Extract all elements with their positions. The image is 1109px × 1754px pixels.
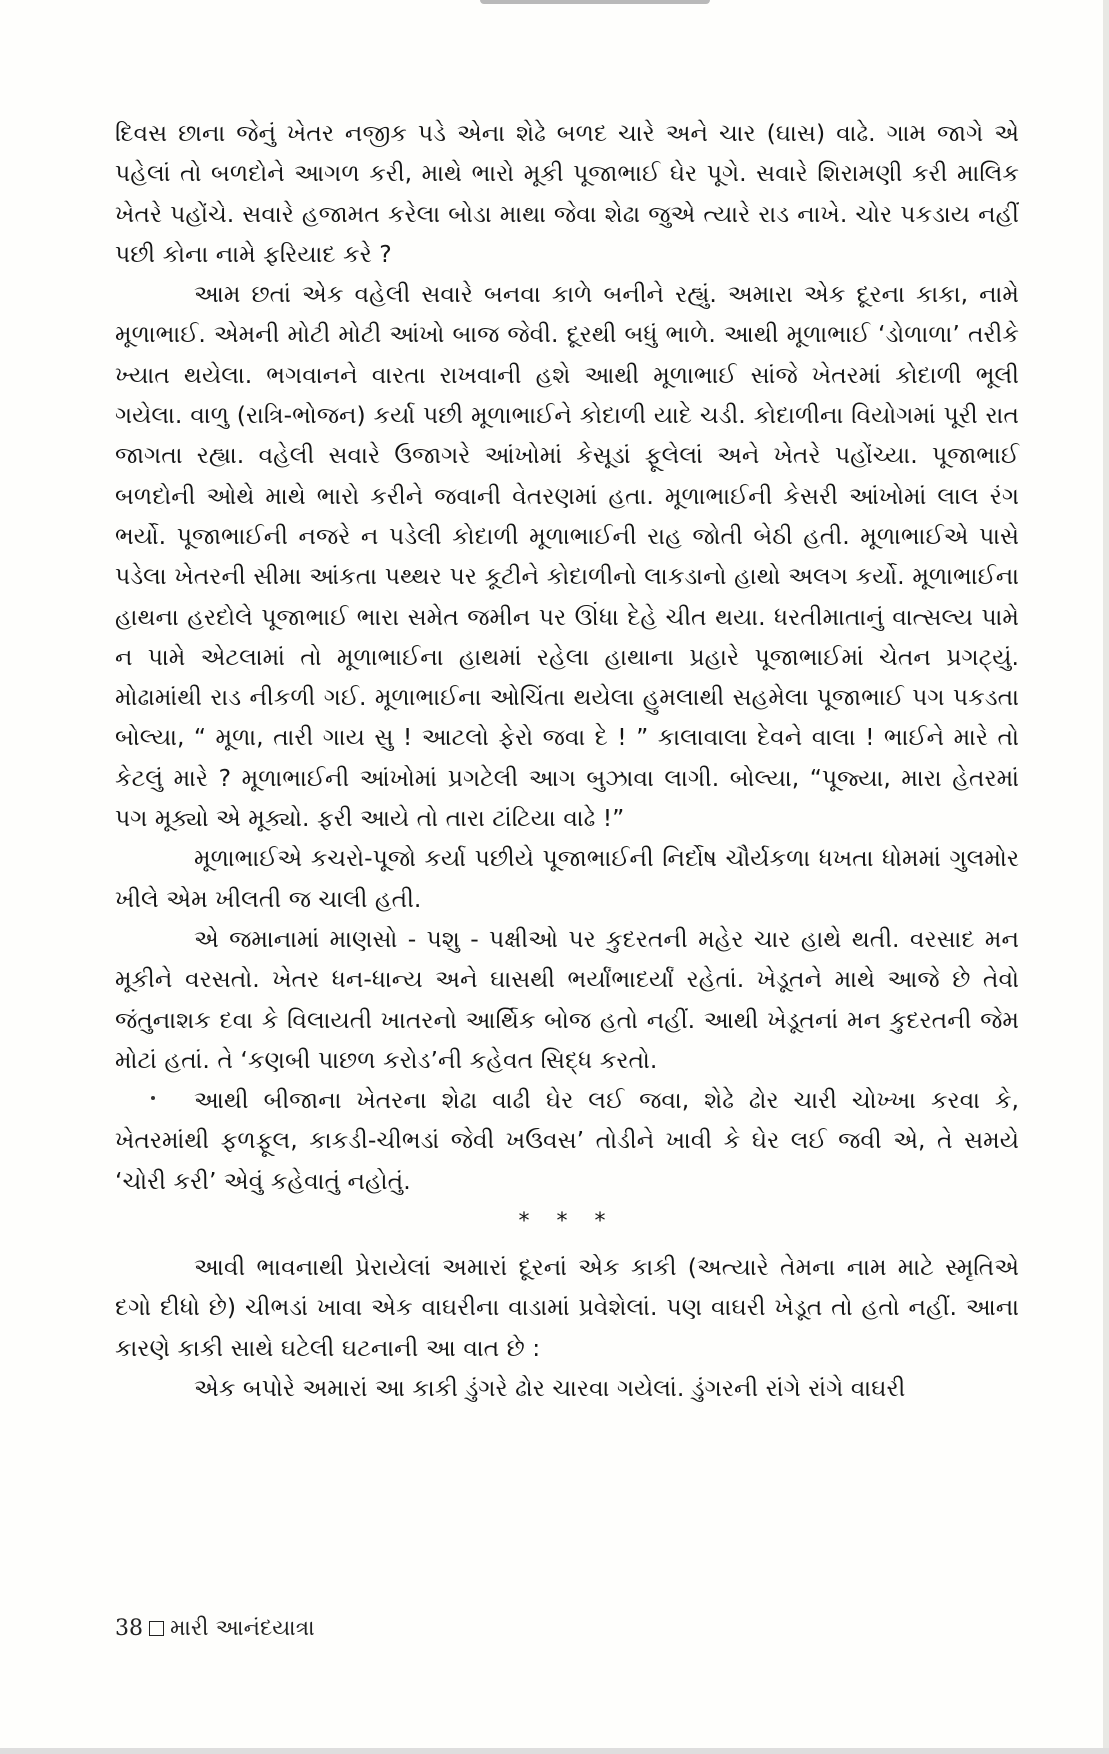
paragraph: આમ છતાં એક વહેલી સવારે બનવા કાળે બનીને રહ્યું. અમારા એક દૂરના કાકા, નામે મૂળાભાઈ. એમની મોટી મોટી આંખો બાજ જેવી. દૂરથી બધું ભાળે. આથી મૂળાભાઈ ‘ડોળાળા’ તરીકે ખ્યાત થયેલા. ભગવાનને વારતા રાખવાની હશે આથી મૂળાભાઈ સાંજે ખેતરમાં કોદાળી ભૂલી ગયેલા. વાળુ (રાત્રિ-ભોજન) કર્યા પછી મૂળાભાઈને કોદાળી યાદે ચડી. કોદાળીના વિયોગમાં પૂરી રાત જાગતા રહ્યા. વહેલી સવારે ઉજાગરે આંખોમાં કેસૂડાં ફૂલેલાં અને ખેતરે પહોંચ્યા. પૂજાભાઈ બળદોની ઓથે માથે ભારો કરીને જવાની વેતરણમાં હતા. મૂળાભાઈની કેસરી આંખોમાં લાલ રંગ ભર્યો. પૂજાભાઈની નજરે ન પડેલી કોદાળી મૂળાભાઈની રાહ જોતી બેઠી હતી. મૂળાભાઈએ પાસે પડેલા ખેતરની સીમા આંકતા પથ્થર પર કૂટીને કોદાળીનો લાકડાનો હાથો અલગ કર્યો. મૂળાભાઈના હાથના હરદોલે પૂજાભાઈ ભારા સમેત જમીન પર ઊંધા દેહે ચીત થયા. ધરતીમાતાનું વાત્સલ્ય પામે ન પામે એટલામાં તો મૂળાભાઈના હાથમાં રહેલા હાથાના પ્રહારે પૂજાભાઈમાં ચેતન પ્રગટ્યું. મોઢામાંથી રાડ નીકળી ગઈ. મૂળાભાઈના ઓચિંતા થયેલા હુમલાથી સહમેલા પૂજાભાઈ પગ પકડતા બોલ્યા, “ મૂળા, તારી ગાય સુ ! આટલો ફેરો જવા દે ! ” કાલાવાલા દેવને વાલા ! ભાઈને મારે તો કેટલું મારે ? મૂળાભાઈની આંખોમાં પ્રગટેલી આગ બુઝાવા લાગી. બોલ્યા, “પૂજ્યા, મારા હેતરમાં પગ મૂક્યો એ મૂક્યો. ફરી આયે તો તારા ટાંટિયા વાઢે !”	[115, 280, 1019, 833]
section-separator: * * *	[518, 1209, 616, 1235]
scan-shadow	[480, 0, 710, 4]
paragraph: એક બપોરે અમારાં આ કાકી ડુંગરે ઢોર ચારવા ગયેલાં. ડુંગરની રાંગે રાંગે વાઘરી	[194, 1373, 906, 1402]
paragraph: આથી બીજાના ખેતરના શેઢા વાઢી ઘેર લઈ જવા, શેઢે ઢોર ચારી ચોખ્ખા કરવા કે, ખેતરમાંથી ફળફૂલ, કાકડી-ચીભડાં જેવી ખઉવસ’ તોડીને ખાવી કે ઘેર લઈ જવી એ, તે સમયે ‘ચોરી કરી’ એવું કહેવાતું નહોતું.	[115, 1086, 1019, 1195]
page-number: 38	[115, 1616, 143, 1641]
paragraph: આવી ભાવનાથી પ્રેરાયેલાં અમારાં દૂરનાં એક કાકી (અત્યારે તેમના નામ માટે સ્મૃતિએ દગો દીધો છે) ચીભડાં ખાવા એક વાઘરીના વાડામાં પ્રવેશેલાં. પણ વાઘરી ખેડૂત તો હતો નહીં. આના કારણે કાકી સાથે ઘટેલી ઘટનાની આ વાત છે :	[115, 1253, 1019, 1362]
page-footer	[115, 1614, 315, 1644]
book-title: મારી આનંદયાત્રા	[170, 1616, 315, 1641]
page-edge-bottom	[0, 1748, 1109, 1754]
page-body	[115, 113, 1019, 1408]
square-bullet-icon	[149, 1621, 164, 1636]
page-edge	[1103, 0, 1109, 1754]
paragraph: એ જમાનામાં માણસો - પશુ - પક્ષીઓ પર કુદરતની મહેર ચાર હાથે થતી. વરસાદ મન મૂકીને વરસતો. ખેતર ધન-ધાન્ય અને ઘાસથી ભર્યાંભાદર્યાં રહેતાં. ખેડૂતને માથે આજે છે તેવો જંતુનાશક દવા કે વિલાયતી ખાતરનો આર્થિક બોજ હતો નહીં. આથી ખેડૂતનાં મન કુદરતની જેમ મોટાં હતાં. તે ‘કણબી પાછળ કરોડ’ની કહેવત સિદ્ધ કરતો.	[115, 924, 1019, 1074]
paragraph: મૂળાભાઈએ કચરો-પૂજો કર્યા પછીયે પૂજાભાઈની નિર્દોષ ચૌર્યકળા ધખતા ધોમમાં ગુલમોર ખીલે એમ ખીલતી જ ચાલી હતી.	[115, 844, 1019, 913]
paragraph: દિવસ છાના જેનું ખેતર નજીક પડે એના શેઢે બળદ ચારે અને ચાર (ઘાસ) વાઢે. ગામ જાગે એ પહેલાં તો બળદોને આગળ કરી, માથે ભારો મૂકી પૂજાભાઈ ઘેર પૂગે. સવારે શિરામણી કરી માલિક ખેતરે પહોંચે. સવારે હજામત કરેલા બોડા માથા જેવા શેઢા જુએ ત્યારે રાડ નાખે. ચોર પકડાય નહીં પછી કોના નામે ફરિયાદ કરે ?	[115, 119, 1019, 268]
